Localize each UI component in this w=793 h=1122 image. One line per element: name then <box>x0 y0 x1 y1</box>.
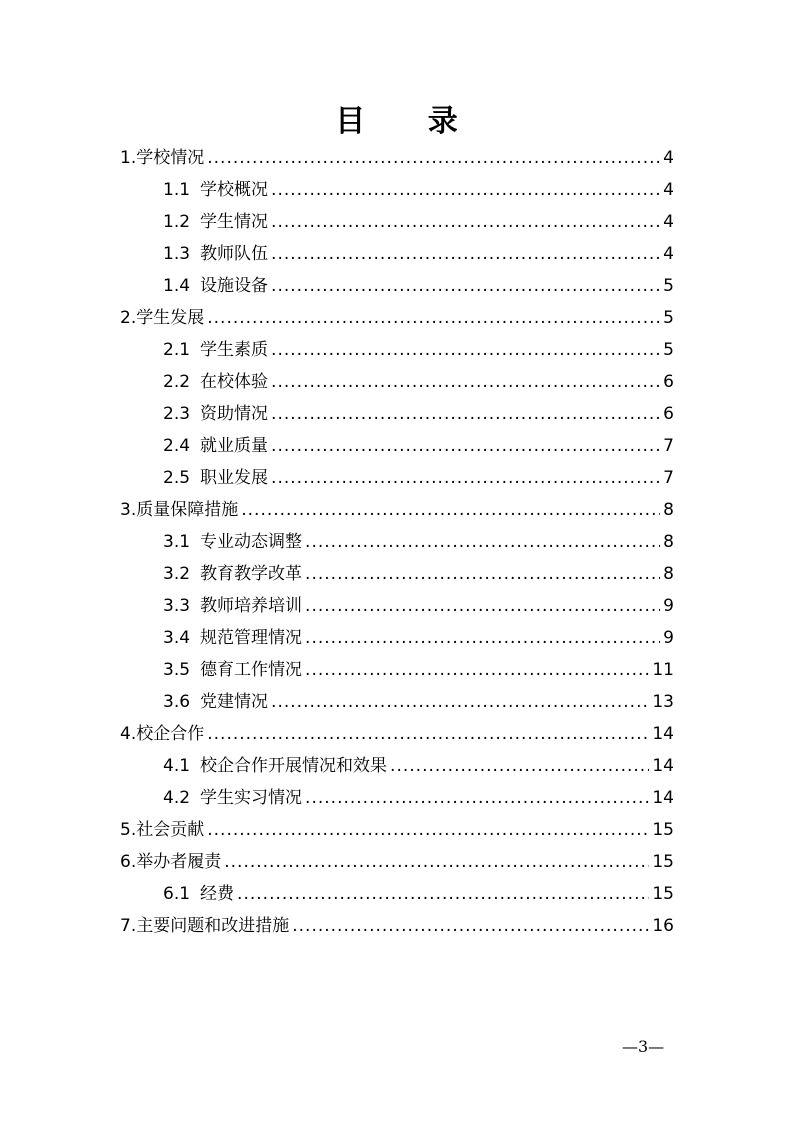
toc-entry-title: 学生发展 <box>136 308 205 328</box>
dot-leader <box>241 494 660 526</box>
dot-leader <box>271 334 660 366</box>
toc-entry-number: 3.5 <box>163 660 191 680</box>
dot-leader <box>271 686 649 718</box>
toc-entry[interactable] <box>120 302 674 334</box>
toc-entry-page: 5 <box>663 308 674 328</box>
toc-entry-number: 3.3 <box>163 596 191 616</box>
toc-entry-page: 15 <box>652 884 674 904</box>
toc-entry[interactable] <box>120 494 674 526</box>
toc-entry-title: 学校情况 <box>136 148 205 168</box>
toc-entry-title: 职业发展 <box>200 468 269 488</box>
toc-entry[interactable] <box>120 782 674 814</box>
toc-entry-page: 14 <box>652 756 674 776</box>
toc-entry-page: 13 <box>652 692 674 712</box>
toc-entry-number: 3. <box>120 500 137 520</box>
dot-leader <box>305 622 660 654</box>
toc-entry-page: 7 <box>663 436 674 456</box>
toc-entry-title: 设施设备 <box>200 276 269 296</box>
toc-entry-title: 党建情况 <box>200 692 269 712</box>
table-of-contents <box>120 142 674 942</box>
dot-leader <box>271 238 660 270</box>
dot-leader <box>292 910 649 942</box>
toc-entry-title: 教师培养培训 <box>200 596 303 616</box>
toc-entry[interactable] <box>120 686 674 718</box>
toc-entry-title: 专业动态调整 <box>200 532 303 552</box>
toc-entry-number: 6. <box>120 852 137 872</box>
toc-entry-title: 主要问题和改进措施 <box>136 916 290 936</box>
toc-entry-title: 规范管理情况 <box>200 628 303 648</box>
dot-leader <box>271 462 660 494</box>
dot-leader <box>207 718 649 750</box>
toc-entry-number: 1. <box>120 148 137 168</box>
toc-entry-title: 学生素质 <box>200 340 269 360</box>
toc-entry-number: 4.2 <box>163 788 191 808</box>
toc-entry-title: 学生实习情况 <box>200 788 303 808</box>
toc-entry-title: 学生情况 <box>200 212 269 232</box>
dot-leader <box>305 590 660 622</box>
toc-entry-title: 就业质量 <box>200 436 269 456</box>
toc-entry[interactable] <box>120 366 674 398</box>
toc-entry-page: 5 <box>663 340 674 360</box>
dot-leader <box>271 398 660 430</box>
toc-entry-page: 8 <box>663 564 674 584</box>
dot-leader <box>305 558 660 590</box>
toc-entry-title: 校企合作 <box>136 724 205 744</box>
dot-leader <box>237 878 649 910</box>
toc-entry[interactable] <box>120 174 674 206</box>
toc-entry[interactable] <box>120 142 674 174</box>
toc-entry-number: 2. <box>120 308 137 328</box>
toc-entry-title: 在校体验 <box>200 372 269 392</box>
dot-leader <box>305 654 649 686</box>
toc-entry[interactable] <box>120 462 674 494</box>
toc-entry-title: 质量保障措施 <box>136 500 239 520</box>
dot-leader <box>271 174 660 206</box>
toc-entry-page: 14 <box>652 788 674 808</box>
toc-entry[interactable] <box>120 718 674 750</box>
toc-entry[interactable] <box>120 206 674 238</box>
toc-entry-number: 3.6 <box>163 692 191 712</box>
toc-entry-page: 5 <box>663 276 674 296</box>
dot-leader <box>305 782 649 814</box>
page-title: 目 录 <box>335 104 484 139</box>
toc-entry-title: 社会贡献 <box>136 820 205 840</box>
toc-entry-number: 4. <box>120 724 137 744</box>
toc-entry-page: 7 <box>663 468 674 488</box>
toc-entry-number: 5. <box>120 820 137 840</box>
dot-leader <box>271 270 660 302</box>
toc-entry[interactable] <box>120 398 674 430</box>
toc-entry-page: 15 <box>652 820 674 840</box>
toc-entry-title: 经费 <box>200 884 235 904</box>
toc-entry-title: 学校概况 <box>200 180 269 200</box>
toc-entry-page: 9 <box>663 628 674 648</box>
toc-entry-number: 1.4 <box>163 276 191 296</box>
dot-leader <box>207 302 660 334</box>
toc-entry[interactable] <box>120 878 674 910</box>
dot-leader <box>271 206 660 238</box>
toc-entry-page: 11 <box>652 660 674 680</box>
dot-leader <box>305 526 660 558</box>
toc-entry-number: 1.3 <box>163 244 191 264</box>
toc-entry-page: 4 <box>663 244 674 264</box>
toc-entry[interactable] <box>120 590 674 622</box>
toc-entry[interactable] <box>120 750 674 782</box>
toc-entry[interactable] <box>120 654 674 686</box>
toc-entry[interactable] <box>120 846 674 878</box>
toc-entry-page: 4 <box>663 212 674 232</box>
toc-entry[interactable] <box>120 270 674 302</box>
dot-leader <box>271 430 660 462</box>
toc-entry[interactable] <box>120 526 674 558</box>
toc-entry[interactable] <box>120 558 674 590</box>
toc-entry-number: 7. <box>120 916 137 936</box>
page-number: —3— <box>622 1037 665 1056</box>
dot-leader <box>390 750 649 782</box>
toc-entry-number: 1.1 <box>163 180 191 200</box>
toc-entry-page: 9 <box>663 596 674 616</box>
toc-entry[interactable] <box>120 814 674 846</box>
dot-leader <box>207 814 649 846</box>
toc-entry-page: 6 <box>663 372 674 392</box>
toc-entry[interactable] <box>120 910 674 942</box>
toc-entry-title: 校企合作开展情况和效果 <box>200 756 388 776</box>
toc-entry-number: 4.1 <box>163 756 191 776</box>
toc-entry-title: 举办者履责 <box>136 852 222 872</box>
toc-entry-number: 3.4 <box>163 628 191 648</box>
toc-entry-number: 2.3 <box>163 404 191 424</box>
toc-entry-number: 2.4 <box>163 436 191 456</box>
dot-leader <box>207 142 660 174</box>
toc-entry-page: 4 <box>663 180 674 200</box>
dot-leader <box>224 846 649 878</box>
toc-entry[interactable] <box>120 238 674 270</box>
toc-entry-page: 4 <box>663 148 674 168</box>
toc-entry-page: 16 <box>652 916 674 936</box>
toc-entry[interactable] <box>120 334 674 366</box>
toc-entry-page: 8 <box>663 500 674 520</box>
toc-entry-number: 2.2 <box>163 372 191 392</box>
toc-entry-number: 1.2 <box>163 212 191 232</box>
dot-leader <box>271 366 660 398</box>
toc-entry-number: 3.2 <box>163 564 191 584</box>
toc-entry-page: 8 <box>663 532 674 552</box>
toc-entry-number: 2.5 <box>163 468 191 488</box>
toc-entry-page: 14 <box>652 724 674 744</box>
toc-entry-title: 教育教学改革 <box>200 564 303 584</box>
toc-entry-number: 3.1 <box>163 532 191 552</box>
toc-entry[interactable] <box>120 430 674 462</box>
toc-entry-number: 2.1 <box>163 340 191 360</box>
toc-entry-title: 教师队伍 <box>200 244 269 264</box>
toc-entry-title: 资助情况 <box>200 404 269 424</box>
toc-entry-page: 6 <box>663 404 674 424</box>
toc-entry[interactable] <box>120 622 674 654</box>
toc-entry-page: 15 <box>652 852 674 872</box>
toc-entry-title: 德育工作情况 <box>200 660 303 680</box>
toc-entry-number: 6.1 <box>163 884 191 904</box>
